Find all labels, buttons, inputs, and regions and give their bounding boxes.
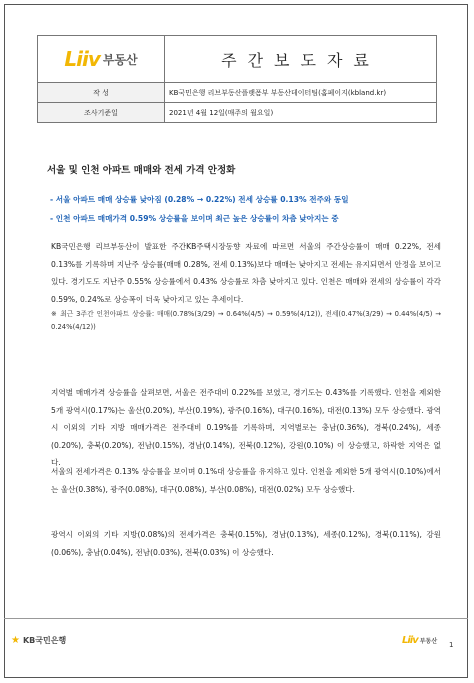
paragraph-sales: 지역별 매매가격 상승률을 살펴보면, 서울은 전주대비 0.22%를 보였고, 경기도는 0.43%를 기록했다. 인천을 제외한 5개 광역시(0.17%)는 울산(0.20%), 부산(0.19%), 광주(0.16%), 대구(0.16%), 대전(0.13%) 모두 상승했다. 광역시 이외의 기타 지방 매매가격은 전주대비 0.19%를 기록하며, 지역별로는 충남(0.36%), 경북(0.24%), 세종(0.20%), 충북(0.20%), 전남(0.15%), 경남(0.14%), 전북(0.12%), 강원(0.10%) 이 상승했고, 하락한 지역은 없다. (51, 388, 441, 467)
kb-bank-logo (11, 635, 66, 646)
logo-cell (38, 36, 165, 83)
kb-star-icon: ★ (11, 635, 20, 646)
footer-liiv-logo (402, 635, 437, 646)
survey-date-label: 조사기준일 (38, 103, 165, 123)
paragraph-intro-text: KB국민은행 리브부동산이 발표한 주간KB주택시장동향 자료에 따르면 서울의 주간상승률이 매매 0.22%, 전세 0.13%를 기록하며 지난주 상승률(매매 0.28%, 전세 0.13%)보다 매매는 낮아지고 전세는 유지되면서 안정을 보이고 있다. 경기도도 지난주 0.55% 상승률에서 0.43% 상승률로 차츰 낮아지고 있다. 인천은 매매와 전세의 상승률이 각각 0.59%, 0.24%로 상승폭이 더욱 낮아지고 있는 추세이다. (51, 242, 441, 304)
footer-liiv-sub: 부동산 (419, 638, 438, 645)
summary-bullet-2: - 인천 아파트 매매가격 0.59% 상승률을 보이며 최근 높은 상승률이 차츰 낮아지는 중 (50, 214, 339, 223)
incheon-note: ※ 최근 3주간 인천아파트 상승률: 매매(0.78%(3/29) → 0.64%(4/5) → 0.59%(4/12)), 전세(0.47%(3/29) → 0.44%(4/5) → 0.24%(4/12)) (51, 310, 441, 331)
liiv-logo (64, 47, 137, 71)
paragraph-regional-jeonse: 광역시 이외의 기타 지방(0.08%)의 전세가격은 충북(0.15%), 경남(0.13%), 세종(0.12%), 경북(0.11%), 강원(0.06%), 충남(0.04%), 전남(0.03%), 전북(0.03%) 이 상승했다. (51, 530, 441, 557)
footer-liiv-text: Liiv (402, 635, 418, 646)
survey-date-value: 2021년 4월 12일(매주의 월요일) (165, 103, 437, 123)
author-value: KB국민은행 리브부동산플랫폼부 부동산데이터팀(홈페이지(kbland.kr) (165, 83, 437, 103)
liiv-logo-text: Liiv (64, 47, 100, 71)
document-title: 주간보도자료 (165, 36, 437, 83)
summary-bullet-1: - 서울 아파트 매매 상승률 낮아짐 (0.28% → 0.22%) 전세 상승률 0.13% 전주와 동일 (50, 195, 349, 204)
kb-bank-logo-text: KB국민은행 (22, 636, 67, 645)
liiv-logo-sub: 부동산 (102, 52, 138, 67)
article-heading: 서울 및 인천 아파트 매매와 전세 가격 안정화 (47, 165, 236, 176)
summary-bullets (50, 190, 450, 228)
footer-divider (4, 618, 468, 619)
paragraph-seoul-jeonse: 서울의 전세가격은 0.13% 상승률을 보이며 0.1%대 상승률을 유지하고 있다. 인천을 제외한 5개 광역시(0.10%)에서는 울산(0.38%), 광주(0.08%), 대구(0.08%), 부산(0.08%), 대전(0.02%) 모두 상승했다. (51, 467, 441, 494)
header-table (37, 35, 437, 123)
paragraph-intro (51, 238, 441, 334)
page-number: 1 (449, 641, 454, 649)
author-label: 작 성 (38, 83, 165, 103)
